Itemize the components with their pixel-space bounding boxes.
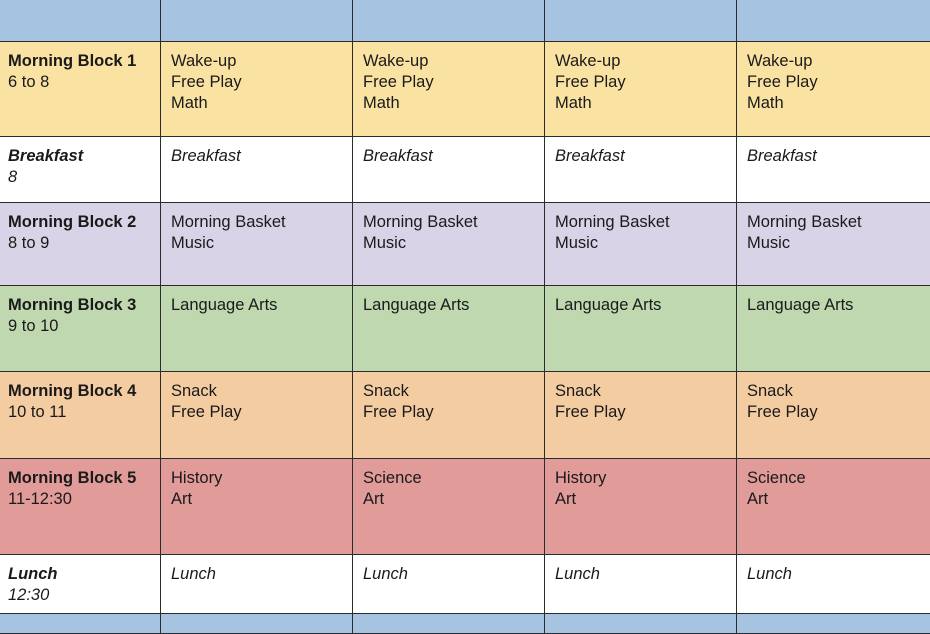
activity-item: Music [555, 233, 729, 254]
activity-item: Language Arts [171, 295, 345, 316]
activity-item: Breakfast [555, 146, 729, 167]
schedule-cell[interactable] [737, 459, 930, 555]
row-header-morning-block-5 [0, 459, 161, 555]
schedule-cell[interactable] [161, 555, 353, 614]
activity-item: Art [171, 489, 345, 510]
schedule-cell[interactable] [737, 372, 930, 459]
row-morning-block-1 [0, 42, 930, 137]
row-time: 9 to 10 [8, 316, 153, 337]
activity-item: Lunch [363, 564, 537, 585]
schedule-cell[interactable] [737, 555, 930, 614]
activity-item: Language Arts [747, 295, 924, 316]
activity-item: Wake-up [171, 51, 345, 72]
row-time: 6 to 8 [8, 72, 153, 93]
footer-cell [0, 614, 161, 634]
activity-item: Math [363, 93, 537, 114]
activity-item: Science [747, 468, 924, 489]
schedule-cell[interactable] [353, 42, 545, 137]
activity-item: Wake-up [747, 51, 924, 72]
activity-item: Breakfast [171, 146, 345, 167]
schedule-cell[interactable] [353, 137, 545, 203]
activity-item: Breakfast [747, 146, 924, 167]
row-morning-block-3 [0, 286, 930, 372]
row-header-morning-block-3 [0, 286, 161, 372]
activity-item: Art [555, 489, 729, 510]
schedule-cell[interactable] [353, 203, 545, 286]
activity-item: Snack [363, 381, 537, 402]
activity-item: Free Play [363, 402, 537, 423]
schedule-cell[interactable] [161, 42, 353, 137]
activity-item: Morning Basket [363, 212, 537, 233]
footer-cell [353, 614, 545, 634]
activity-item: History [171, 468, 345, 489]
activity-item: Music [363, 233, 537, 254]
row-header-morning-block-2 [0, 203, 161, 286]
row-lunch [0, 555, 930, 614]
schedule-cell[interactable] [353, 372, 545, 459]
activity-item: Lunch [555, 564, 729, 585]
activity-item: Morning Basket [171, 212, 345, 233]
activity-item: Free Play [555, 72, 729, 93]
activity-item: Language Arts [363, 295, 537, 316]
activity-item: History [555, 468, 729, 489]
activity-item: Free Play [171, 402, 345, 423]
activity-item: Snack [171, 381, 345, 402]
activity-item: Language Arts [555, 295, 729, 316]
activity-item: Science [363, 468, 537, 489]
activity-item: Free Play [363, 72, 537, 93]
schedule-cell[interactable] [545, 555, 737, 614]
schedule-cell[interactable] [161, 286, 353, 372]
schedule-cell[interactable] [737, 203, 930, 286]
activity-item: Morning Basket [555, 212, 729, 233]
schedule-cell[interactable] [545, 286, 737, 372]
schedule-cell[interactable] [545, 137, 737, 203]
activity-item: Art [747, 489, 924, 510]
activity-item: Music [171, 233, 345, 254]
row-title: Lunch [8, 564, 153, 585]
activity-item: Music [747, 233, 924, 254]
activity-item: Art [363, 489, 537, 510]
schedule-cell[interactable] [161, 372, 353, 459]
row-title: Morning Block 1 [8, 51, 153, 72]
schedule-cell[interactable] [737, 286, 930, 372]
row-title: Breakfast [8, 146, 153, 167]
activity-item: Breakfast [363, 146, 537, 167]
activity-item: Free Play [171, 72, 345, 93]
header-cell [161, 0, 353, 42]
activity-item: Wake-up [363, 51, 537, 72]
schedule-cell[interactable] [737, 137, 930, 203]
row-morning-block-5 [0, 459, 930, 555]
header-cell [545, 0, 737, 42]
footer-row [0, 614, 930, 634]
schedule-cell[interactable] [161, 459, 353, 555]
schedule-cell[interactable] [161, 203, 353, 286]
activity-item: Free Play [747, 402, 924, 423]
schedule-cell[interactable] [545, 372, 737, 459]
row-title: Morning Block 4 [8, 381, 153, 402]
activity-item: Snack [747, 381, 924, 402]
activity-item: Free Play [555, 402, 729, 423]
activity-item: Lunch [171, 564, 345, 585]
header-cell [0, 0, 161, 42]
header-cell [737, 0, 930, 42]
schedule-cell[interactable] [161, 137, 353, 203]
row-time: 10 to 11 [8, 402, 153, 423]
activity-item: Free Play [747, 72, 924, 93]
schedule-cell[interactable] [353, 555, 545, 614]
schedule-cell[interactable] [353, 459, 545, 555]
footer-cell [737, 614, 930, 634]
schedule-cell[interactable] [545, 203, 737, 286]
footer-cell [545, 614, 737, 634]
schedule-cell[interactable] [545, 42, 737, 137]
header-cell [353, 0, 545, 42]
schedule-cell[interactable] [353, 286, 545, 372]
row-title: Morning Block 2 [8, 212, 153, 233]
activity-item: Morning Basket [747, 212, 924, 233]
schedule-cell[interactable] [737, 42, 930, 137]
row-morning-block-4 [0, 372, 930, 459]
activity-item: Wake-up [555, 51, 729, 72]
activity-item: Snack [555, 381, 729, 402]
row-header-lunch [0, 555, 161, 614]
schedule-cell[interactable] [545, 459, 737, 555]
row-time: 11-12:30 [8, 489, 153, 510]
row-header-morning-block-1 [0, 42, 161, 137]
activity-item: Math [555, 93, 729, 114]
row-header-breakfast [0, 137, 161, 203]
footer-cell [161, 614, 353, 634]
activity-item: Lunch [747, 564, 924, 585]
row-header-morning-block-4 [0, 372, 161, 459]
row-time: 8 [8, 167, 153, 188]
row-title: Morning Block 3 [8, 295, 153, 316]
row-time: 8 to 9 [8, 233, 153, 254]
row-breakfast [0, 137, 930, 203]
row-morning-block-2 [0, 203, 930, 286]
header-row [0, 0, 930, 42]
activity-item: Math [171, 93, 345, 114]
row-time: 12:30 [8, 585, 153, 606]
activity-item: Math [747, 93, 924, 114]
row-title: Morning Block 5 [8, 468, 153, 489]
